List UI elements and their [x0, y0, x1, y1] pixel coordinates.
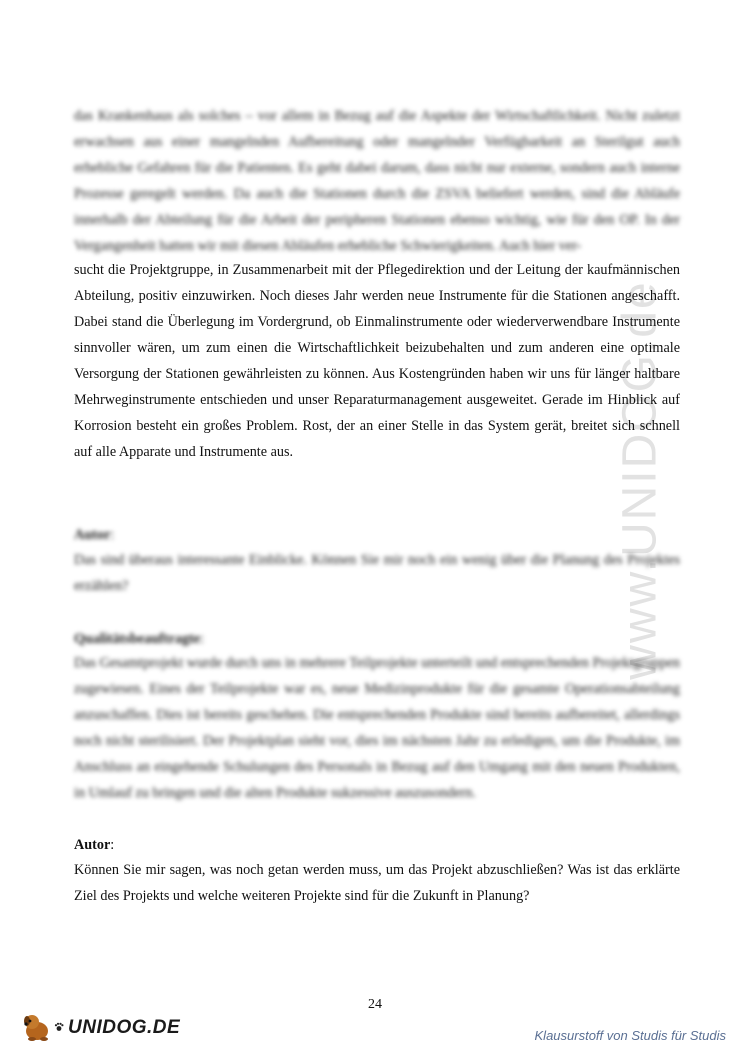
speaker-label-autor-1: Autor:: [74, 527, 115, 543]
logo-text: UNIDOG.DE: [68, 1017, 181, 1038]
paragraph-top-text: das Krankenhaus als solches – vor allem in Bezug auf die Aspekte der Wirtschaftlichkeit. Nicht zuletzt erwachsen aus einer mangelnden Aufbereitung oder mangelnder Verfügbarkeit an Sterilgut auch erhebliche Gefahren für die Patienten. Es geht dabei darum, dass nicht nur externe, sondern auch interne Prozesse geregelt werden. Da auch die Stationen durch die ZSVA beliefert werden, sind die Abläufe innerhalb der Abteilung für die Arbeit der peripheren Stationen ebenso wichtig, wie für den OP. In der Vergangenheit hatten wir mit diesen Abläufen erhebliche Schwierigkeiten. Auch hier ver-: [74, 108, 680, 254]
paragraph-visible-text: sucht die Projektgruppe, in Zusammenarbeit mit der Pflegedirektion und der Leitung der kaufmännischen Abteilung, positiv einzuwirken. Noch dieses Jahr werden neue Instrumente für die Stationen angeschafft. Dabei stand die Überlegung im Vordergrund, ob Einmalinstrumente oder wiederverwendbare Instrumente sinnvoller wären, um zum einen die Wirtschaftlichkeit beizubehalten und zum anderen eine optimale Versorgung der Stationen gewährleisten zu können. Aus Kostengründen haben wir uns für länger haltbare Mehrweginstrumente entschieden und unser Reparaturmanagement ausgeweitet. Gerade im Hinblick auf Korrosion besteht ein großes Problem. Rost, der an einer Stelle in das System gerät, breitet sich schnell auf alle Apparate und Instrumente aus.: [74, 262, 680, 460]
question-1-text: Das sind überaus interessante Einblicke. Können Sie mir noch ein wenig über die Planung des Projektes erzählen?: [74, 552, 680, 594]
speaker-label-qb: Qualitätsbeauftragte:: [74, 631, 205, 647]
paragraph-top-blurred: [74, 103, 680, 259]
speaker-name: Autor: [74, 527, 111, 543]
answer-text: Das Gesamtprojekt wurde durch uns in mehrere Teilprojekte unterteilt und entsprechenden Projektgruppen zugewiesen. Eines der Teilprojekte war es, neue Medizinprodukte für die gesamte Operationsabteilung anzuschaffen. Dies ist bereits geschehen. Die entsprechenden Produkte sind bereits aufbereitet, allerdings noch nicht sterilisiert. Der Projektplan sieht vor, dies im nächsten Jahr zu erledigen, um die Produkte, im Anschluss an eingehende Schulungen des Personals in Bezug auf den Umgang mit den neuen Produkten, in Umlauf zu bringen und die alten Produkte sukzessive auszusondern.: [74, 655, 680, 801]
footer-tagline: Klausurstoff von Studis für Studis: [534, 1028, 726, 1043]
dog-icon: [20, 1009, 54, 1048]
question-1-blurred: [74, 547, 680, 599]
paragraph-visible: [74, 257, 680, 465]
unidog-logo[interactable]: [20, 1010, 180, 1046]
question-2-text: Können Sie mir sagen, was noch getan werden muss, um das Projekt abzuschließen? Was ist das erklärte Ziel des Projekts und welche weiteren Projekte sind für die Zukunft in Planung?: [74, 862, 680, 904]
watermark-text: www.UNIDOG.de: [613, 280, 667, 680]
page-number: 24: [368, 997, 382, 1012]
speaker-label-autor-2: Autor:: [74, 837, 115, 853]
question-2: [74, 857, 680, 909]
speaker-name: Qualitätsbeauftragte: [74, 631, 201, 647]
paw-icon: [54, 1019, 64, 1037]
speaker-name: Autor: [74, 837, 111, 853]
answer-blurred: [74, 650, 680, 806]
